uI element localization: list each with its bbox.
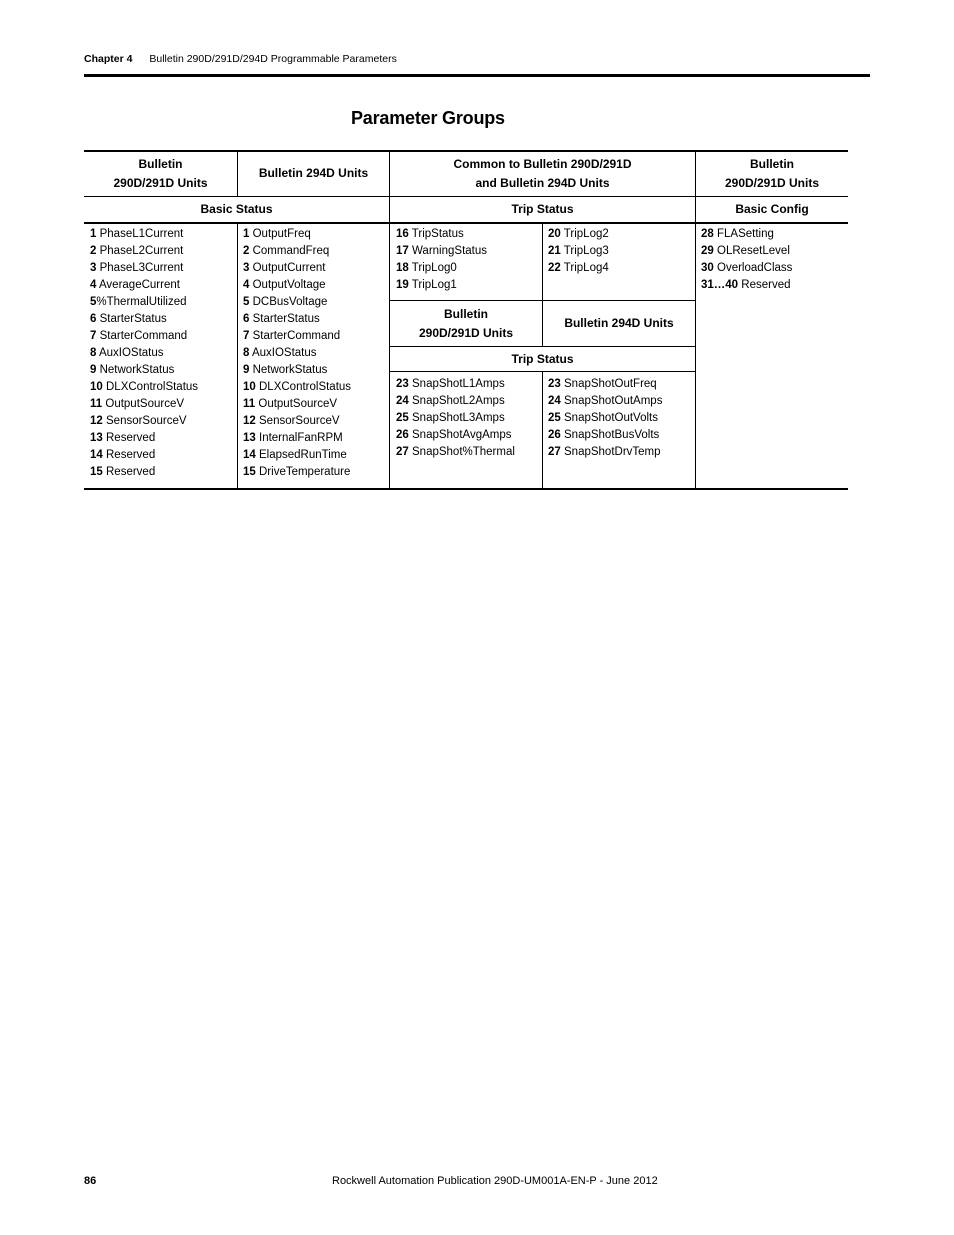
sub-header-bulletin-294d-units: Bulletin 294D Units xyxy=(564,316,674,330)
col-divider-3b xyxy=(542,371,543,489)
parameter-name: NetworkStatus xyxy=(252,364,328,376)
parameter-item xyxy=(548,444,662,461)
parameter-item xyxy=(90,294,198,311)
parameter-item xyxy=(243,430,351,447)
parameter-number: 3 xyxy=(90,262,97,274)
parameter-number: 13 xyxy=(243,432,256,444)
parameter-name: DriveTemperature xyxy=(259,466,351,478)
parameter-number: 17 xyxy=(396,245,409,257)
parameter-item xyxy=(90,345,198,362)
parameter-number: 22 xyxy=(548,262,561,274)
parameter-name: OutputSourceV xyxy=(105,398,185,410)
parameter-item xyxy=(396,427,515,444)
parameter-item xyxy=(396,260,487,277)
parameter-number: 26 xyxy=(548,429,561,441)
parameter-number: 8 xyxy=(90,347,97,359)
parameter-name: TripLog3 xyxy=(563,245,609,257)
header-common-units: Common to Bulletin 290D/291D and Bulletin 294D Units xyxy=(453,156,632,190)
parameter-item xyxy=(243,379,351,396)
parameter-name: OLResetLevel xyxy=(717,245,790,257)
parameter-name: %ThermalUtilized xyxy=(96,296,187,308)
parameter-item xyxy=(701,260,792,277)
parameter-number: 7 xyxy=(90,330,97,342)
parameter-number: 14 xyxy=(90,449,103,461)
trip-status-list-a xyxy=(396,226,487,294)
parameter-number: 1 xyxy=(90,228,97,240)
parameter-item xyxy=(90,362,198,379)
parameter-number: 9 xyxy=(243,364,250,376)
parameter-number: 24 xyxy=(396,395,409,407)
parameter-name: SnapShotL3Amps xyxy=(412,412,505,424)
parameter-number: 16 xyxy=(396,228,409,240)
parameter-name: SensorSourceV xyxy=(259,415,340,427)
chapter-label: Chapter 4 xyxy=(84,53,133,65)
parameter-name: DCBusVoltage xyxy=(252,296,328,308)
parameter-number: 5 xyxy=(90,296,97,308)
parameter-item xyxy=(243,396,351,413)
parameter-item xyxy=(701,277,792,294)
parameter-item xyxy=(548,410,662,427)
parameter-name: SnapShotOutVolts xyxy=(564,412,658,424)
page-number: 86 xyxy=(84,1175,97,1187)
parameter-name: SensorSourceV xyxy=(106,415,187,427)
parameter-number: 10 xyxy=(243,381,256,393)
table-bottom-border xyxy=(84,488,848,490)
snapshot-294d-list xyxy=(548,376,662,461)
parameter-name: OverloadClass xyxy=(717,262,793,274)
parameter-name: InternalFanRPM xyxy=(259,432,343,444)
parameter-name: TripLog0 xyxy=(411,262,457,274)
group-basic-status: Basic Status xyxy=(200,202,273,216)
parameter-item xyxy=(396,243,487,260)
parameter-number: 19 xyxy=(396,279,409,291)
parameter-name: TripLog4 xyxy=(563,262,609,274)
parameter-item xyxy=(548,376,662,393)
sub-group-trip-status: Trip Status xyxy=(511,351,574,366)
parameter-number: 12 xyxy=(243,415,256,427)
parameter-name: OutputCurrent xyxy=(252,262,326,274)
parameter-item xyxy=(90,328,198,345)
parameter-name: OutputSourceV xyxy=(258,398,338,410)
group-basic-config: Basic Config xyxy=(735,202,809,216)
parameter-name: NetworkStatus xyxy=(99,364,175,376)
parameter-item xyxy=(90,226,198,243)
parameter-number: 27 xyxy=(548,446,561,458)
basic-status-290d-list xyxy=(90,226,198,481)
parameter-number: 28 xyxy=(701,228,714,240)
header-bulletin-290d-units-config: Bulletin 290D/291D Units xyxy=(724,156,820,190)
section-label: Bulletin 290D/291D/294D Programmable Parameters xyxy=(149,53,397,65)
parameter-number: 21 xyxy=(548,245,561,257)
parameter-name: PhaseL1Current xyxy=(99,228,184,240)
parameter-number: 3 xyxy=(243,262,250,274)
parameter-name: SnapShotL2Amps xyxy=(412,395,505,407)
parameter-number: 14 xyxy=(243,449,256,461)
parameter-item xyxy=(243,226,351,243)
parameter-number: 2 xyxy=(243,245,250,257)
parameter-groups-table xyxy=(84,150,848,490)
parameter-number: 12 xyxy=(90,415,103,427)
parameter-name: TripLog1 xyxy=(411,279,457,291)
parameter-number: 5 xyxy=(243,296,250,308)
parameter-name: SnapShotDrvTemp xyxy=(564,446,661,458)
parameter-name: DLXControlStatus xyxy=(106,381,199,393)
group-trip-status: Trip Status xyxy=(511,202,574,216)
parameter-item xyxy=(90,311,198,328)
parameter-name: StarterCommand xyxy=(252,330,341,342)
parameter-name: TripStatus xyxy=(411,228,464,240)
parameter-name: TripLog2 xyxy=(563,228,609,240)
page-title: Parameter Groups xyxy=(351,108,505,128)
parameter-item xyxy=(90,447,198,464)
parameter-name: AuxIOStatus xyxy=(98,347,164,359)
parameter-item xyxy=(90,396,198,413)
parameter-number: 4 xyxy=(90,279,97,291)
parameter-number: 24 xyxy=(548,395,561,407)
parameter-name: AverageCurrent xyxy=(98,279,180,291)
parameter-number: 25 xyxy=(548,412,561,424)
parameter-name: SnapShotL1Amps xyxy=(412,378,505,390)
parameter-item xyxy=(90,413,198,430)
parameter-number: 23 xyxy=(396,378,409,390)
parameter-item xyxy=(396,393,515,410)
parameter-number: 2 xyxy=(90,245,97,257)
parameter-name: SnapShotOutAmps xyxy=(564,395,663,407)
parameter-item xyxy=(548,427,662,444)
parameter-number: 29 xyxy=(701,245,714,257)
parameter-number: 15 xyxy=(243,466,256,478)
parameter-item xyxy=(243,447,351,464)
parameter-name: PhaseL2Current xyxy=(99,245,184,257)
parameter-item xyxy=(90,260,198,277)
parameter-name: Reserved xyxy=(106,432,156,444)
parameter-number: 23 xyxy=(548,378,561,390)
header-rule xyxy=(84,74,870,77)
parameter-number: 1 xyxy=(243,228,250,240)
parameter-item xyxy=(243,243,351,260)
parameter-name: StarterCommand xyxy=(99,330,188,342)
parameter-number: 25 xyxy=(396,412,409,424)
parameter-item xyxy=(90,430,198,447)
parameter-item xyxy=(396,376,515,393)
parameter-item xyxy=(243,362,351,379)
parameter-name: StarterStatus xyxy=(99,313,167,325)
parameter-number: 20 xyxy=(548,228,561,240)
parameter-number: 8 xyxy=(243,347,250,359)
parameter-item xyxy=(243,260,351,277)
parameter-number: 4 xyxy=(243,279,250,291)
parameter-item xyxy=(701,243,792,260)
sub-header-bulletin-290d-units: Bulletin 290D/291D Units xyxy=(418,306,514,340)
trip-status-list-b xyxy=(548,226,609,277)
parameter-item xyxy=(548,393,662,410)
parameter-name: Reserved xyxy=(106,466,156,478)
parameter-name: SnapShotAvgAmps xyxy=(412,429,512,441)
parameter-item xyxy=(243,277,351,294)
parameter-name: SnapShot%Thermal xyxy=(412,446,515,458)
parameter-number: 9 xyxy=(90,364,97,376)
parameter-item xyxy=(548,226,609,243)
parameter-item xyxy=(396,277,487,294)
parameter-item xyxy=(90,464,198,481)
parameter-number: 31…40 xyxy=(701,279,739,291)
header-bulletin-290d-units: Bulletin 290D/291D Units xyxy=(113,156,208,190)
parameter-number: 27 xyxy=(396,446,409,458)
parameter-name: OutputVoltage xyxy=(252,279,326,291)
parameter-name: OutputFreq xyxy=(252,228,311,240)
parameter-name: Reserved xyxy=(106,449,156,461)
parameter-item xyxy=(243,464,351,481)
basic-status-294d-list xyxy=(243,226,351,481)
parameter-item xyxy=(243,328,351,345)
parameter-number: 6 xyxy=(243,313,250,325)
parameter-name: FLASetting xyxy=(717,228,774,240)
parameter-name: CommandFreq xyxy=(252,245,330,257)
parameter-number: 11 xyxy=(90,398,103,410)
parameter-number: 30 xyxy=(701,262,714,274)
parameter-item xyxy=(396,226,487,243)
parameter-name: AuxIOStatus xyxy=(251,347,317,359)
parameter-item xyxy=(396,410,515,427)
group-divider xyxy=(84,222,848,224)
running-header xyxy=(84,53,397,65)
header-bulletin-294d-units: Bulletin 294D Units xyxy=(258,166,369,180)
parameter-item xyxy=(243,413,351,430)
parameter-item xyxy=(548,243,609,260)
parameter-name: ElapsedRunTime xyxy=(259,449,347,461)
col-divider-1b xyxy=(237,223,238,489)
parameter-item xyxy=(243,311,351,328)
parameter-item xyxy=(90,243,198,260)
parameter-number: 6 xyxy=(90,313,97,325)
parameter-name: WarningStatus xyxy=(412,245,487,257)
parameter-number: 13 xyxy=(90,432,103,444)
parameter-name: StarterStatus xyxy=(252,313,320,325)
parameter-number: 15 xyxy=(90,466,103,478)
snapshot-290d-list xyxy=(396,376,515,461)
parameter-item xyxy=(243,294,351,311)
parameter-name: Reserved xyxy=(741,279,791,291)
publication-footer: Rockwell Automation Publication 290D-UM001A-EN-P - June 2012 xyxy=(332,1175,658,1187)
parameter-name: SnapShotBusVolts xyxy=(564,429,660,441)
parameter-number: 10 xyxy=(90,381,103,393)
parameter-item xyxy=(548,260,609,277)
parameter-item xyxy=(90,277,198,294)
parameter-item xyxy=(90,379,198,396)
parameter-name: SnapShotOutFreq xyxy=(564,378,657,390)
parameter-name: DLXControlStatus xyxy=(259,381,352,393)
parameter-number: 18 xyxy=(396,262,409,274)
parameter-item xyxy=(396,444,515,461)
parameter-name: PhaseL3Current xyxy=(99,262,184,274)
basic-config-list xyxy=(701,226,792,294)
parameter-number: 26 xyxy=(396,429,409,441)
parameter-number: 7 xyxy=(243,330,250,342)
parameter-number: 11 xyxy=(243,398,256,410)
parameter-item xyxy=(243,345,351,362)
parameter-item xyxy=(701,226,792,243)
